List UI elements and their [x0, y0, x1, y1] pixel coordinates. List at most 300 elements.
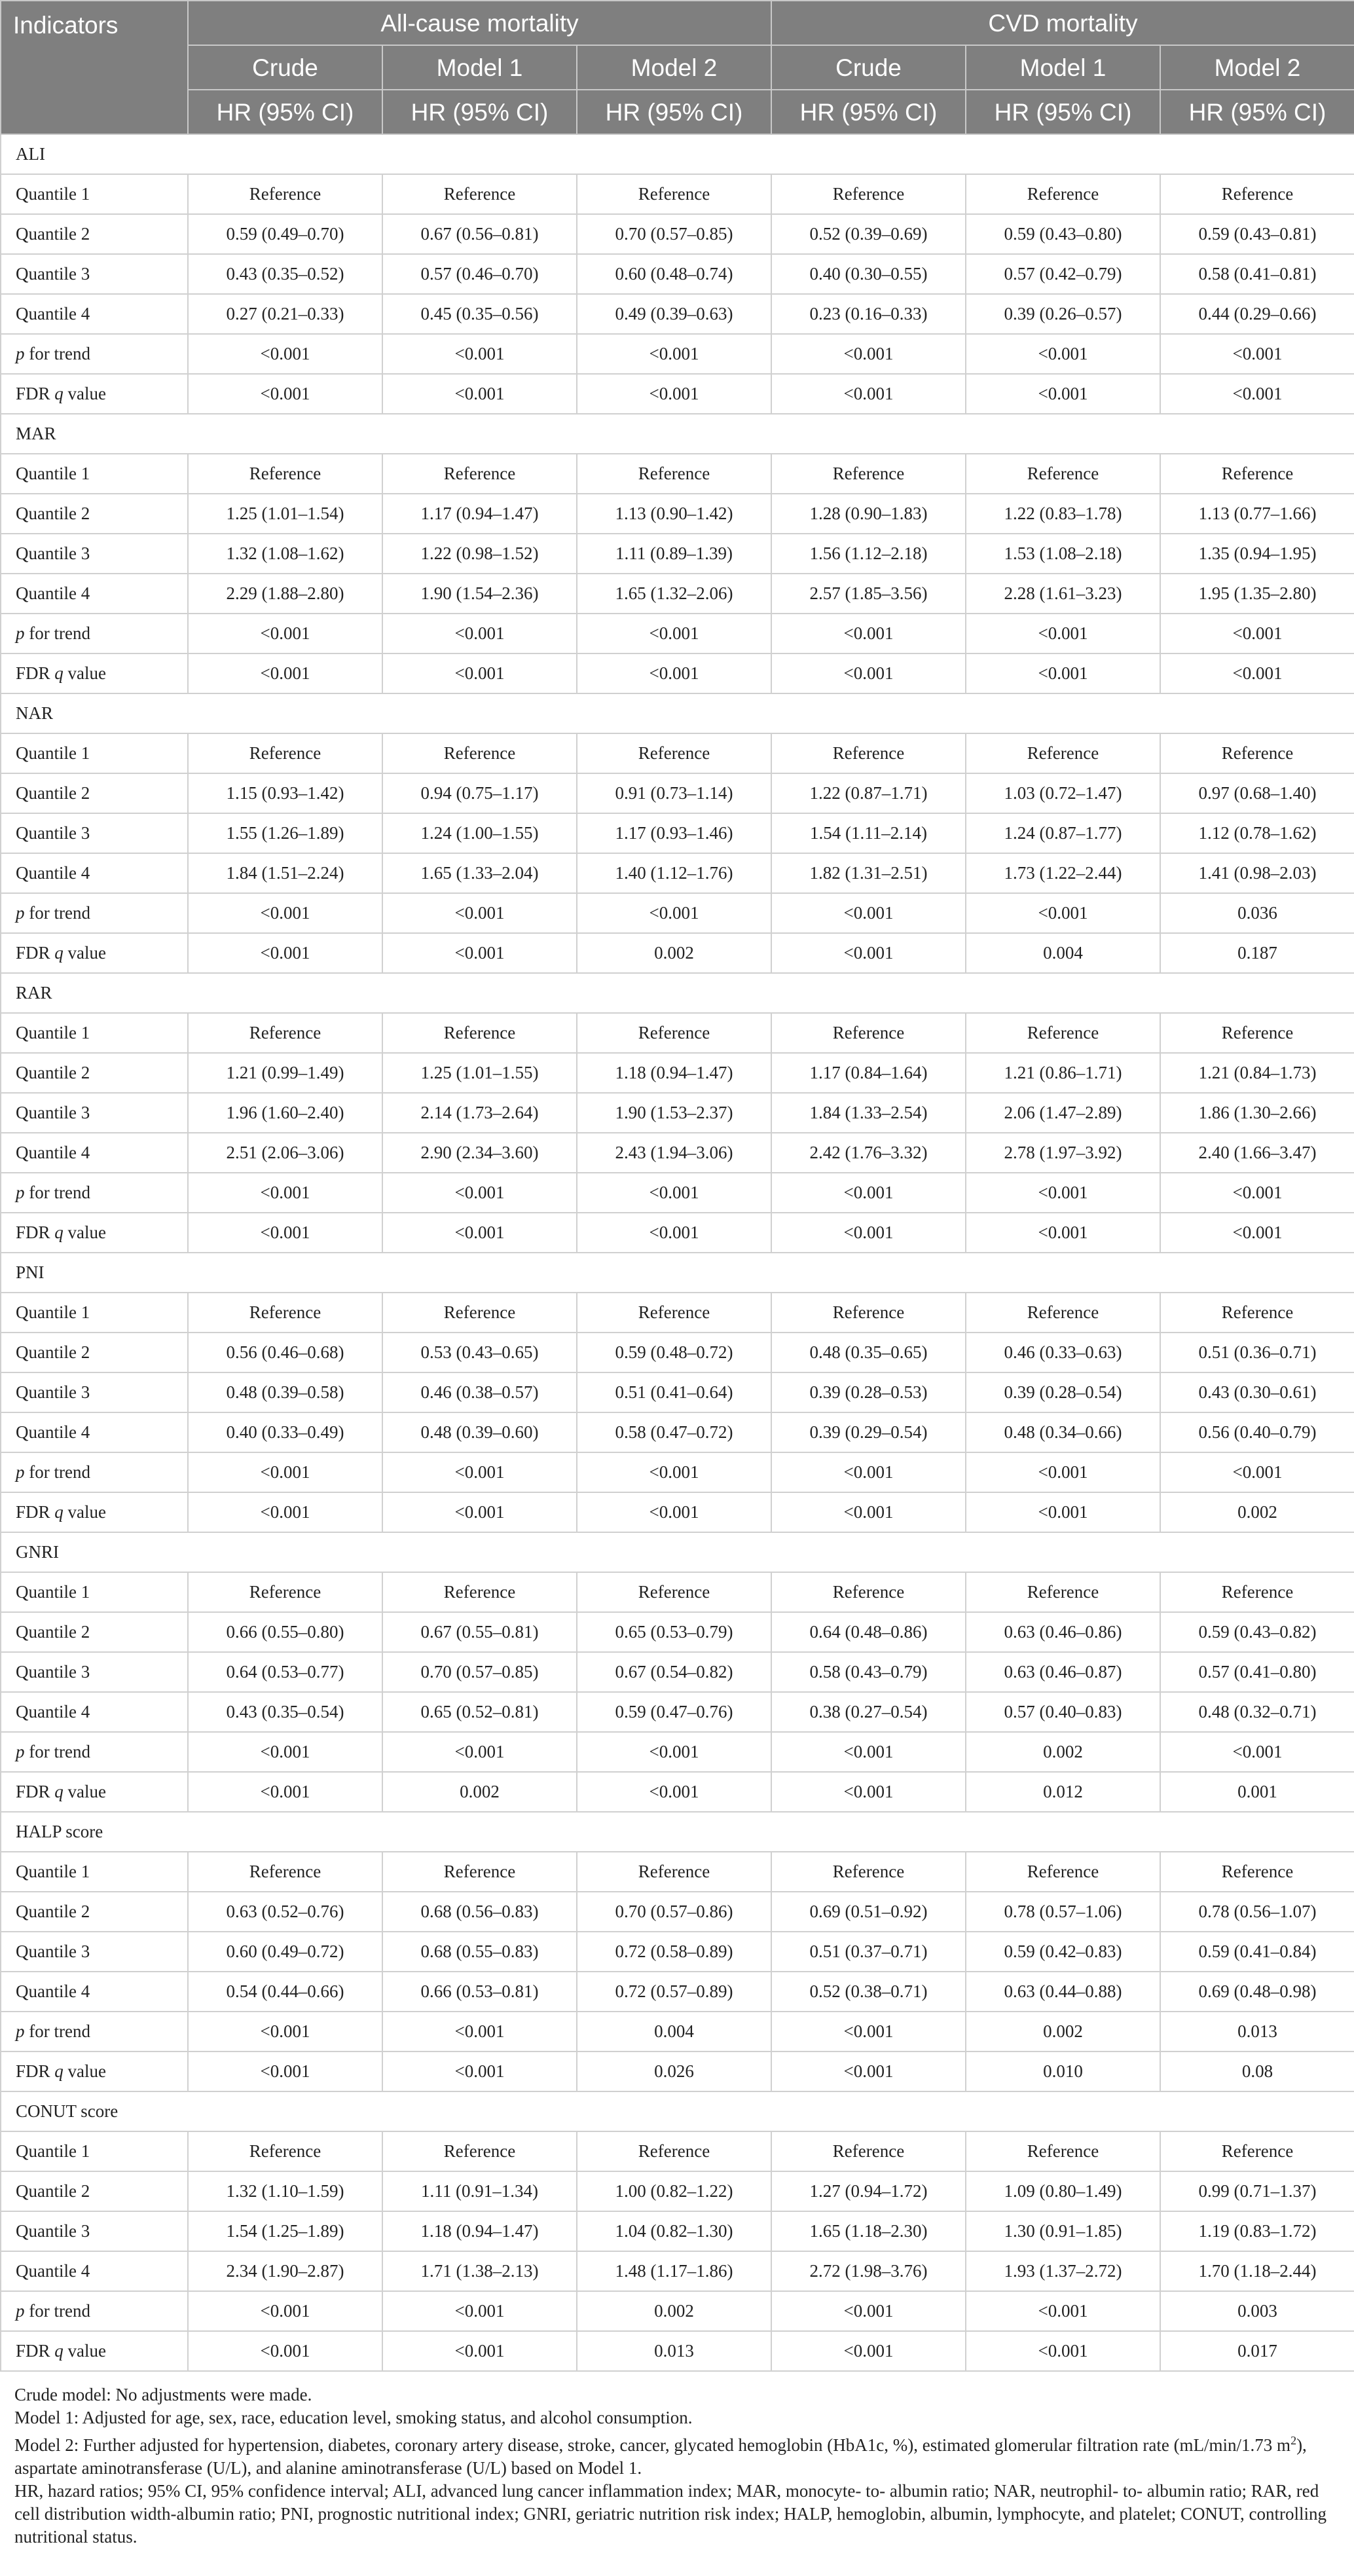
- row-label: Quantile 3: [1, 254, 188, 294]
- row-label: Quantile 1: [1, 1293, 188, 1333]
- table-cell: <0.001: [1160, 1173, 1354, 1213]
- section-row: [1, 414, 1354, 454]
- table-cell: Reference: [188, 1572, 382, 1612]
- indicators-header: Indicators: [1, 1, 188, 134]
- table-cell: <0.001: [577, 374, 771, 414]
- table-cell: 0.59 (0.43–0.81): [1160, 214, 1354, 254]
- model-header: Model 1: [966, 45, 1160, 90]
- table-cell: 0.94 (0.75–1.17): [382, 773, 577, 813]
- table-cell: Reference: [577, 2131, 771, 2171]
- table-cell: 1.13 (0.90–1.42): [577, 494, 771, 534]
- table-cell: <0.001: [188, 2331, 382, 2371]
- table-cell: 0.013: [1160, 2012, 1354, 2052]
- table-row: [1, 254, 1354, 294]
- table-cell: 0.70 (0.57–0.86): [577, 1892, 771, 1932]
- table-cell: 0.48 (0.39–0.58): [188, 1372, 382, 1412]
- table-cell: 0.58 (0.41–0.81): [1160, 254, 1354, 294]
- table-row: [1, 1892, 1354, 1932]
- row-label-part: p: [16, 1742, 25, 1761]
- row-label-part: for trend: [24, 344, 90, 363]
- table-cell: 1.32 (1.08–1.62): [188, 534, 382, 574]
- table-cell: 0.52 (0.39–0.69): [771, 214, 966, 254]
- table-cell: <0.001: [188, 1732, 382, 1772]
- table-cell: Reference: [382, 1572, 577, 1612]
- row-label: Quantile 1: [1, 1572, 188, 1612]
- footnote-abbreviations: HR, hazard ratios; 95% CI, 95% confidence interval; ALI, advanced lung cancer inflammation index; MAR, monocyte- to- albumin ratio; NAR, neutrophil- to- albumin ratio; RAR, red cell distribution width-albumin ratio; PNI, prognostic nutritional index; GNRI, geriatric nutrition risk index; HALP, hemoglobin, albumin, lymphocyte, and platelet; CONUT, controlling nutritional status.: [14, 2481, 1327, 2547]
- table-cell: 1.17 (0.93–1.46): [577, 813, 771, 853]
- table-cell: 1.12 (0.78–1.62): [1160, 813, 1354, 853]
- row-label-part: FDR: [16, 2061, 55, 2081]
- row-label-italic: q: [54, 2341, 64, 2361]
- row-label: Quantile 2: [1, 1612, 188, 1652]
- row-label-italic: q: [54, 1502, 64, 1522]
- table-cell: 0.66 (0.53–0.81): [382, 1972, 577, 2012]
- table-cell: 1.11 (0.91–1.34): [382, 2171, 577, 2211]
- table-cell: 0.66 (0.55–0.80): [188, 1612, 382, 1652]
- table-cell: Reference: [577, 174, 771, 214]
- table-cell: <0.001: [577, 614, 771, 653]
- table-cell: <0.001: [382, 614, 577, 653]
- table-cell: 0.002: [382, 1772, 577, 1812]
- table-cell: Reference: [966, 1013, 1160, 1053]
- model-header: Crude: [771, 45, 966, 90]
- table-row: [1, 1692, 1354, 1732]
- table-cell: <0.001: [577, 1213, 771, 1253]
- table-row: [1, 1852, 1354, 1892]
- table-row: [1, 733, 1354, 773]
- row-label-part: value: [63, 2341, 107, 2361]
- table-row: [1, 174, 1354, 214]
- row-label: [1, 614, 188, 653]
- table-cell: 0.013: [577, 2331, 771, 2371]
- superscript: 2: [1290, 2434, 1297, 2447]
- table-cell: 0.59 (0.43–0.80): [966, 214, 1160, 254]
- table-cell: 2.51 (2.06–3.06): [188, 1133, 382, 1173]
- table-cell: Reference: [1160, 1013, 1354, 1053]
- table-row: [1, 1652, 1354, 1692]
- table-cell: Reference: [188, 1293, 382, 1333]
- table-cell: 0.59 (0.41–0.84): [1160, 1932, 1354, 1972]
- metric-header: HR (95% CI): [382, 90, 577, 134]
- table-cell: 0.46 (0.33–0.63): [966, 1333, 1160, 1372]
- table-cell: 0.40 (0.30–0.55): [771, 254, 966, 294]
- row-label-part: value: [63, 663, 107, 683]
- table-cell: 1.56 (1.12–2.18): [771, 534, 966, 574]
- table-cell: 0.57 (0.46–0.70): [382, 254, 577, 294]
- table-cell: 0.004: [577, 2012, 771, 2052]
- table-row: [1, 1452, 1354, 1492]
- table-cell: Reference: [188, 1013, 382, 1053]
- table-cell: 1.96 (1.60–2.40): [188, 1093, 382, 1133]
- row-label-italic: q: [54, 384, 64, 403]
- table-cell: 0.65 (0.53–0.79): [577, 1612, 771, 1652]
- table-cell: Reference: [771, 733, 966, 773]
- table-row: [1, 893, 1354, 933]
- table-cell: 0.026: [577, 2052, 771, 2091]
- table-cell: <0.001: [577, 1732, 771, 1772]
- table-cell: <0.001: [1160, 1452, 1354, 1492]
- row-label: Quantile 3: [1, 813, 188, 853]
- table-cell: 0.67 (0.55–0.81): [382, 1612, 577, 1652]
- row-label: [1, 2291, 188, 2331]
- table-cell: 1.55 (1.26–1.89): [188, 813, 382, 853]
- table-cell: 1.53 (1.08–2.18): [966, 534, 1160, 574]
- table-cell: <0.001: [771, 1213, 966, 1253]
- table-cell: Reference: [577, 1293, 771, 1333]
- table-cell: 1.22 (0.83–1.78): [966, 494, 1160, 534]
- table-row: [1, 1053, 1354, 1093]
- table-cell: 1.82 (1.31–2.51): [771, 853, 966, 893]
- table-row: [1, 1932, 1354, 1972]
- table-cell: <0.001: [771, 374, 966, 414]
- table-cell: Reference: [1160, 1572, 1354, 1612]
- table-cell: 0.56 (0.46–0.68): [188, 1333, 382, 1372]
- table-cell: Reference: [577, 1852, 771, 1892]
- table-cell: 2.14 (1.73–2.64): [382, 1093, 577, 1133]
- table-cell: 1.15 (0.93–1.42): [188, 773, 382, 813]
- row-label: [1, 1772, 188, 1812]
- table-row: [1, 534, 1354, 574]
- table-cell: Reference: [966, 1293, 1160, 1333]
- table-cell: 1.65 (1.32–2.06): [577, 574, 771, 614]
- table-row: [1, 2211, 1354, 2251]
- table-cell: Reference: [771, 454, 966, 494]
- table-cell: 2.78 (1.97–3.92): [966, 1133, 1160, 1173]
- table-cell: <0.001: [577, 1492, 771, 1532]
- table-cell: 0.58 (0.47–0.72): [577, 1412, 771, 1452]
- table-cell: 1.18 (0.94–1.47): [382, 2211, 577, 2251]
- table-cell: 0.39 (0.28–0.53): [771, 1372, 966, 1412]
- table-cell: 2.28 (1.61–3.23): [966, 574, 1160, 614]
- row-label-part: p: [16, 2301, 25, 2321]
- table-cell: 0.67 (0.54–0.82): [577, 1652, 771, 1692]
- table-cell: <0.001: [771, 1732, 966, 1772]
- table-cell: <0.001: [382, 1492, 577, 1532]
- row-label-part: value: [63, 384, 107, 403]
- row-label-part: for trend: [24, 1462, 90, 1482]
- section-row: [1, 1253, 1354, 1293]
- table-cell: 0.002: [577, 2291, 771, 2331]
- table-cell: 1.54 (1.11–2.14): [771, 813, 966, 853]
- table-cell: <0.001: [188, 2052, 382, 2091]
- table-cell: 0.002: [1160, 1492, 1354, 1532]
- table-row: [1, 1412, 1354, 1452]
- row-label: Quantile 2: [1, 2171, 188, 2211]
- table-cell: <0.001: [966, 2291, 1160, 2331]
- table-cell: 1.21 (0.99–1.49): [188, 1053, 382, 1093]
- all-cause-mortality-header: All-cause mortality: [188, 1, 771, 45]
- table-cell: 1.84 (1.33–2.54): [771, 1093, 966, 1133]
- table-cell: 0.69 (0.51–0.92): [771, 1892, 966, 1932]
- row-label: [1, 2052, 188, 2091]
- row-label-part: FDR: [16, 663, 55, 683]
- table-cell: 2.29 (1.88–2.80): [188, 574, 382, 614]
- table-cell: <0.001: [771, 2012, 966, 2052]
- table-row: [1, 1013, 1354, 1053]
- metric-header: HR (95% CI): [1160, 90, 1354, 134]
- table-cell: 2.72 (1.98–3.76): [771, 2251, 966, 2291]
- table-cell: 1.21 (0.86–1.71): [966, 1053, 1160, 1093]
- row-label: [1, 334, 188, 374]
- table-cell: 0.57 (0.42–0.79): [966, 254, 1160, 294]
- table-cell: 1.17 (0.94–1.47): [382, 494, 577, 534]
- row-label: Quantile 3: [1, 1372, 188, 1412]
- table-cell: 0.59 (0.49–0.70): [188, 214, 382, 254]
- row-label-part: FDR: [16, 1502, 55, 1522]
- table-cell: Reference: [966, 1572, 1160, 1612]
- table-cell: <0.001: [577, 1173, 771, 1213]
- row-label: Quantile 1: [1, 2131, 188, 2171]
- table-cell: <0.001: [1160, 653, 1354, 693]
- row-label: Quantile 2: [1, 1053, 188, 1093]
- table-cell: 0.51 (0.41–0.64): [577, 1372, 771, 1412]
- table-cell: 1.40 (1.12–1.76): [577, 853, 771, 893]
- row-label: [1, 1492, 188, 1532]
- section-row: [1, 1812, 1354, 1852]
- section-row: [1, 134, 1354, 174]
- table-cell: <0.001: [577, 893, 771, 933]
- table-cell: 0.63 (0.46–0.87): [966, 1652, 1160, 1692]
- row-label-part: value: [63, 1502, 107, 1522]
- table-cell: 0.53 (0.43–0.65): [382, 1333, 577, 1372]
- table-cell: 0.59 (0.47–0.76): [577, 1692, 771, 1732]
- row-label: Quantile 2: [1, 494, 188, 534]
- row-label: Quantile 3: [1, 1652, 188, 1692]
- table-cell: <0.001: [771, 614, 966, 653]
- table-cell: 0.64 (0.53–0.77): [188, 1652, 382, 1692]
- row-label-part: FDR: [16, 943, 55, 963]
- table-cell: <0.001: [188, 614, 382, 653]
- table-row: [1, 1372, 1354, 1412]
- table-row: [1, 1173, 1354, 1213]
- table-cell: <0.001: [577, 1452, 771, 1492]
- row-label: Quantile 3: [1, 1093, 188, 1133]
- row-label: [1, 1732, 188, 1772]
- section-label: MAR: [1, 414, 1354, 454]
- table-row: [1, 933, 1354, 973]
- table-cell: 1.86 (1.30–2.66): [1160, 1093, 1354, 1133]
- table-cell: 1.21 (0.84–1.73): [1160, 1053, 1354, 1093]
- table-cell: Reference: [966, 174, 1160, 214]
- table-cell: 0.68 (0.56–0.83): [382, 1892, 577, 1932]
- table-row: [1, 2291, 1354, 2331]
- table-row: [1, 1732, 1354, 1772]
- table-cell: <0.001: [188, 933, 382, 973]
- table-cell: <0.001: [1160, 334, 1354, 374]
- section-label: CONUT score: [1, 2091, 1354, 2131]
- row-label: Quantile 4: [1, 853, 188, 893]
- metric-header: HR (95% CI): [966, 90, 1160, 134]
- row-label-part: for trend: [24, 623, 90, 643]
- table-row: [1, 1612, 1354, 1652]
- table-cell: 0.45 (0.35–0.56): [382, 294, 577, 334]
- section-row: [1, 1532, 1354, 1572]
- table-cell: 0.58 (0.43–0.79): [771, 1652, 966, 1692]
- table-cell: 0.001: [1160, 1772, 1354, 1812]
- table-cell: 1.17 (0.84–1.64): [771, 1053, 966, 1093]
- table-cell: 0.40 (0.33–0.49): [188, 1412, 382, 1452]
- row-label: Quantile 1: [1, 454, 188, 494]
- row-label: Quantile 4: [1, 1133, 188, 1173]
- table-cell: 1.93 (1.37–2.72): [966, 2251, 1160, 2291]
- table-cell: 1.03 (0.72–1.47): [966, 773, 1160, 813]
- footnote-model1: Model 1: Adjusted for age, sex, race, education level, smoking status, and alcohol consumption.: [14, 2408, 693, 2427]
- table-cell: 0.48 (0.35–0.65): [771, 1333, 966, 1372]
- table-cell: 1.19 (0.83–1.72): [1160, 2211, 1354, 2251]
- table-cell: 0.70 (0.57–0.85): [577, 214, 771, 254]
- table-cell: <0.001: [966, 334, 1160, 374]
- table-cell: 1.24 (1.00–1.55): [382, 813, 577, 853]
- table-cell: <0.001: [382, 334, 577, 374]
- table-cell: <0.001: [771, 1452, 966, 1492]
- row-label-italic: q: [54, 1782, 64, 1801]
- row-label-part: for trend: [24, 1742, 90, 1761]
- table-cell: 0.39 (0.29–0.54): [771, 1412, 966, 1452]
- header-row-groups: [1, 1, 1354, 45]
- table-cell: <0.001: [1160, 1213, 1354, 1253]
- table-cell: <0.001: [382, 374, 577, 414]
- table-row: [1, 2171, 1354, 2211]
- table-row: [1, 1093, 1354, 1133]
- row-label-part: FDR: [16, 1782, 55, 1801]
- row-label-part: for trend: [24, 903, 90, 923]
- table-cell: 2.42 (1.76–3.32): [771, 1133, 966, 1173]
- table-cell: Reference: [771, 2131, 966, 2171]
- section-label: NAR: [1, 693, 1354, 733]
- table-cell: 0.59 (0.42–0.83): [966, 1932, 1160, 1972]
- table-cell: <0.001: [966, 374, 1160, 414]
- table-cell: Reference: [1160, 1852, 1354, 1892]
- table-cell: <0.001: [966, 614, 1160, 653]
- table-cell: <0.001: [966, 653, 1160, 693]
- table-cell: <0.001: [382, 653, 577, 693]
- table-cell: 0.65 (0.52–0.81): [382, 1692, 577, 1732]
- table-cell: 0.99 (0.71–1.37): [1160, 2171, 1354, 2211]
- table-cell: 0.002: [577, 933, 771, 973]
- table-cell: Reference: [188, 454, 382, 494]
- table-cell: 0.48 (0.39–0.60): [382, 1412, 577, 1452]
- table-cell: 2.34 (1.90–2.87): [188, 2251, 382, 2291]
- table-cell: Reference: [771, 1852, 966, 1892]
- table-cell: 0.78 (0.57–1.06): [966, 1892, 1160, 1932]
- table-row: [1, 773, 1354, 813]
- table-cell: 1.54 (1.25–1.89): [188, 2211, 382, 2251]
- table-row: [1, 813, 1354, 853]
- row-label-part: p: [16, 344, 25, 363]
- table-cell: 2.40 (1.66–3.47): [1160, 1133, 1354, 1173]
- row-label: Quantile 4: [1, 1972, 188, 2012]
- table-cell: 1.90 (1.53–2.37): [577, 1093, 771, 1133]
- table-cell: <0.001: [382, 2012, 577, 2052]
- section-label: HALP score: [1, 1812, 1354, 1852]
- table-cell: <0.001: [382, 893, 577, 933]
- table-cell: 1.24 (0.87–1.77): [966, 813, 1160, 853]
- table-row: [1, 1213, 1354, 1253]
- table-cell: 1.04 (0.82–1.30): [577, 2211, 771, 2251]
- section-row: [1, 693, 1354, 733]
- table-row: [1, 1133, 1354, 1173]
- table-cell: <0.001: [188, 1452, 382, 1492]
- table-cell: 0.010: [966, 2052, 1160, 2091]
- table-cell: 1.30 (0.91–1.85): [966, 2211, 1160, 2251]
- table-cell: Reference: [771, 1013, 966, 1053]
- table-cell: 1.00 (0.82–1.22): [577, 2171, 771, 2211]
- table-header: [1, 1, 1354, 134]
- row-label: [1, 2331, 188, 2371]
- footnote-crude: Crude model: No adjustments were made.: [14, 2385, 312, 2404]
- table-cell: 1.18 (0.94–1.47): [577, 1053, 771, 1093]
- table-cell: <0.001: [771, 1492, 966, 1532]
- table-cell: Reference: [577, 1572, 771, 1612]
- table-cell: 0.51 (0.37–0.71): [771, 1932, 966, 1972]
- row-label-italic: q: [54, 1223, 64, 1242]
- table-cell: <0.001: [966, 893, 1160, 933]
- section-label: ALI: [1, 134, 1354, 174]
- row-label: [1, 2012, 188, 2052]
- row-label-part: for trend: [24, 2021, 90, 2041]
- table-body: [1, 134, 1354, 2371]
- table-cell: 1.27 (0.94–1.72): [771, 2171, 966, 2211]
- table-cell: <0.001: [1160, 1732, 1354, 1772]
- row-label: Quantile 1: [1, 1852, 188, 1892]
- table-cell: 0.63 (0.46–0.86): [966, 1612, 1160, 1652]
- table-cell: 0.27 (0.21–0.33): [188, 294, 382, 334]
- cvd-mortality-header: CVD mortality: [771, 1, 1354, 45]
- row-label-italic: q: [54, 2061, 64, 2081]
- table-cell: 0.72 (0.58–0.89): [577, 1932, 771, 1972]
- row-label: Quantile 2: [1, 214, 188, 254]
- row-label: Quantile 2: [1, 773, 188, 813]
- metric-header: HR (95% CI): [188, 90, 382, 134]
- table-row: [1, 2251, 1354, 2291]
- table-cell: 0.48 (0.32–0.71): [1160, 1692, 1354, 1732]
- table-cell: Reference: [966, 2131, 1160, 2171]
- table-cell: 0.44 (0.29–0.66): [1160, 294, 1354, 334]
- table-row: [1, 2331, 1354, 2371]
- table-cell: 0.48 (0.34–0.66): [966, 1412, 1160, 1452]
- table-cell: <0.001: [188, 374, 382, 414]
- section-label: PNI: [1, 1253, 1354, 1293]
- table-cell: 0.187: [1160, 933, 1354, 973]
- table-cell: 0.63 (0.44–0.88): [966, 1972, 1160, 2012]
- table-cell: 0.39 (0.28–0.54): [966, 1372, 1160, 1412]
- row-label: [1, 1213, 188, 1253]
- table-cell: 1.35 (0.94–1.95): [1160, 534, 1354, 574]
- table-cell: 1.71 (1.38–2.13): [382, 2251, 577, 2291]
- table-cell: <0.001: [188, 1772, 382, 1812]
- table-cell: <0.001: [382, 1452, 577, 1492]
- metric-header: HR (95% CI): [771, 90, 966, 134]
- table-cell: 1.25 (1.01–1.55): [382, 1053, 577, 1093]
- table-cell: Reference: [1160, 1293, 1354, 1333]
- table-row: [1, 1492, 1354, 1532]
- table-row: [1, 1572, 1354, 1612]
- row-label: Quantile 2: [1, 1333, 188, 1372]
- row-label-part: value: [63, 2061, 107, 2081]
- table-cell: <0.001: [771, 1772, 966, 1812]
- table-cell: 0.63 (0.52–0.76): [188, 1892, 382, 1932]
- row-label-part: p: [16, 1183, 25, 1202]
- table-cell: 0.97 (0.68–1.40): [1160, 773, 1354, 813]
- row-label: Quantile 1: [1, 733, 188, 773]
- table-cell: 0.78 (0.56–1.07): [1160, 1892, 1354, 1932]
- row-label: Quantile 3: [1, 534, 188, 574]
- row-label: [1, 933, 188, 973]
- table-cell: 0.51 (0.36–0.71): [1160, 1333, 1354, 1372]
- row-label-part: for trend: [24, 2301, 90, 2321]
- footnotes: [0, 2372, 1354, 2548]
- table-cell: Reference: [771, 1293, 966, 1333]
